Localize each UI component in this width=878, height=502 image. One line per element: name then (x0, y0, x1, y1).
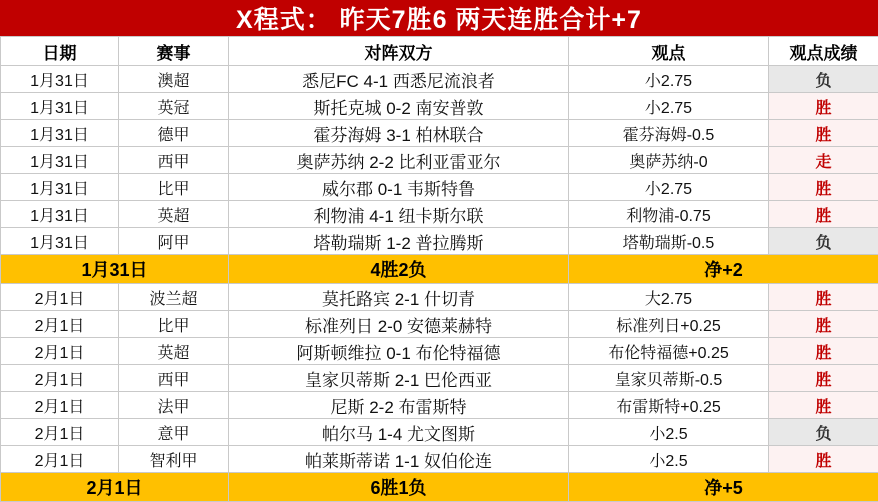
cell-league: 德甲 (119, 120, 229, 147)
status-badge: 胜 (769, 93, 878, 120)
table-row (1, 93, 878, 120)
cell-match: 尼斯 2-2 布雷斯特 (229, 392, 569, 419)
cell-league: 意甲 (119, 419, 229, 446)
summary-row (1, 473, 878, 502)
table-row (1, 446, 878, 473)
column-header-date: 日期 (1, 37, 119, 66)
table-row (1, 392, 878, 419)
cell-view: 奥萨苏纳-0 (569, 147, 769, 174)
cell-date: 2月1日 (1, 338, 119, 365)
status-badge: 胜 (769, 120, 878, 147)
cell-date: 1月31日 (1, 93, 119, 120)
cell-view: 皇家贝蒂斯-0.5 (569, 365, 769, 392)
cell-view: 布雷斯特+0.25 (569, 392, 769, 419)
summary-date: 1月31日 (1, 255, 229, 284)
cell-league: 英超 (119, 201, 229, 228)
cell-league: 比甲 (119, 174, 229, 201)
cell-date: 2月1日 (1, 365, 119, 392)
cell-date: 1月31日 (1, 120, 119, 147)
table-row (1, 311, 878, 338)
cell-date: 1月31日 (1, 147, 119, 174)
status-badge: 胜 (769, 201, 878, 228)
cell-match: 帕莱斯蒂诺 1-1 奴伯伦连 (229, 446, 569, 473)
table-row (1, 228, 878, 255)
cell-view: 标准列日+0.25 (569, 311, 769, 338)
table-row (1, 66, 878, 93)
summary-net: 净+2 (569, 255, 878, 284)
cell-date: 1月31日 (1, 66, 119, 93)
status-badge: 胜 (769, 311, 878, 338)
summary-date: 2月1日 (1, 473, 229, 502)
table-row (1, 147, 878, 174)
cell-date: 2月1日 (1, 446, 119, 473)
cell-league: 西甲 (119, 365, 229, 392)
summary-record: 4胜2负 (229, 255, 569, 284)
cell-league: 英超 (119, 338, 229, 365)
cell-match: 标准列日 2-0 安德莱赫特 (229, 311, 569, 338)
cell-view: 小2.5 (569, 446, 769, 473)
cell-match: 悉尼FC 4-1 西悉尼流浪者 (229, 66, 569, 93)
cell-view: 霍芬海姆-0.5 (569, 120, 769, 147)
summary-net: 净+5 (569, 473, 878, 502)
cell-date: 2月1日 (1, 284, 119, 311)
cell-view: 布伦特福德+0.25 (569, 338, 769, 365)
cell-league: 阿甲 (119, 228, 229, 255)
cell-date: 1月31日 (1, 201, 119, 228)
cell-match: 威尔郡 0-1 韦斯特鲁 (229, 174, 569, 201)
status-badge: 负 (769, 228, 878, 255)
status-badge: 负 (769, 419, 878, 446)
status-badge: 胜 (769, 446, 878, 473)
cell-date: 1月31日 (1, 174, 119, 201)
column-header-match: 对阵双方 (229, 37, 569, 66)
column-header-league: 赛事 (119, 37, 229, 66)
results-table (0, 36, 878, 502)
summary-row (1, 255, 878, 284)
status-badge: 胜 (769, 365, 878, 392)
cell-date: 2月1日 (1, 419, 119, 446)
cell-view: 小2.75 (569, 174, 769, 201)
table-row (1, 120, 878, 147)
table-header (1, 37, 878, 66)
cell-match: 斯托克城 0-2 南安普敦 (229, 93, 569, 120)
table-row (1, 201, 878, 228)
cell-league: 波兰超 (119, 284, 229, 311)
cell-league: 比甲 (119, 311, 229, 338)
cell-match: 霍芬海姆 3-1 柏林联合 (229, 120, 569, 147)
cell-match: 莫托路宾 2-1 什切青 (229, 284, 569, 311)
cell-match: 阿斯顿维拉 0-1 布伦特福德 (229, 338, 569, 365)
table-row (1, 365, 878, 392)
summary-record: 6胜1负 (229, 473, 569, 502)
table-row (1, 338, 878, 365)
table-row (1, 419, 878, 446)
cell-view: 小2.75 (569, 66, 769, 93)
cell-match: 帕尔马 1-4 尤文图斯 (229, 419, 569, 446)
cell-league: 智利甲 (119, 446, 229, 473)
cell-view: 小2.75 (569, 93, 769, 120)
cell-view: 小2.5 (569, 419, 769, 446)
status-badge: 胜 (769, 284, 878, 311)
cell-view: 塔勒瑞斯-0.5 (569, 228, 769, 255)
cell-date: 2月1日 (1, 392, 119, 419)
header-row (1, 37, 878, 66)
cell-league: 西甲 (119, 147, 229, 174)
cell-view: 大2.75 (569, 284, 769, 311)
cell-match: 皇家贝蒂斯 2-1 巴伦西亚 (229, 365, 569, 392)
cell-league: 英冠 (119, 93, 229, 120)
table-row (1, 284, 878, 311)
status-badge: 胜 (769, 338, 878, 365)
status-badge: 负 (769, 66, 878, 93)
column-header-result: 观点成绩 (769, 37, 878, 66)
status-badge: 走 (769, 147, 878, 174)
cell-league: 澳超 (119, 66, 229, 93)
cell-match: 奥萨苏纳 2-2 比利亚雷亚尔 (229, 147, 569, 174)
cell-date: 2月1日 (1, 311, 119, 338)
status-badge: 胜 (769, 174, 878, 201)
table-row (1, 174, 878, 201)
cell-match: 塔勒瑞斯 1-2 普拉腾斯 (229, 228, 569, 255)
status-badge: 胜 (769, 392, 878, 419)
cell-match: 利物浦 4-1 纽卡斯尔联 (229, 201, 569, 228)
page-title: X程式： 昨天7胜6 两天连胜合计+7 (0, 0, 878, 36)
table-body (1, 66, 878, 502)
column-header-view: 观点 (569, 37, 769, 66)
cell-date: 1月31日 (1, 228, 119, 255)
cell-league: 法甲 (119, 392, 229, 419)
cell-view: 利物浦-0.75 (569, 201, 769, 228)
